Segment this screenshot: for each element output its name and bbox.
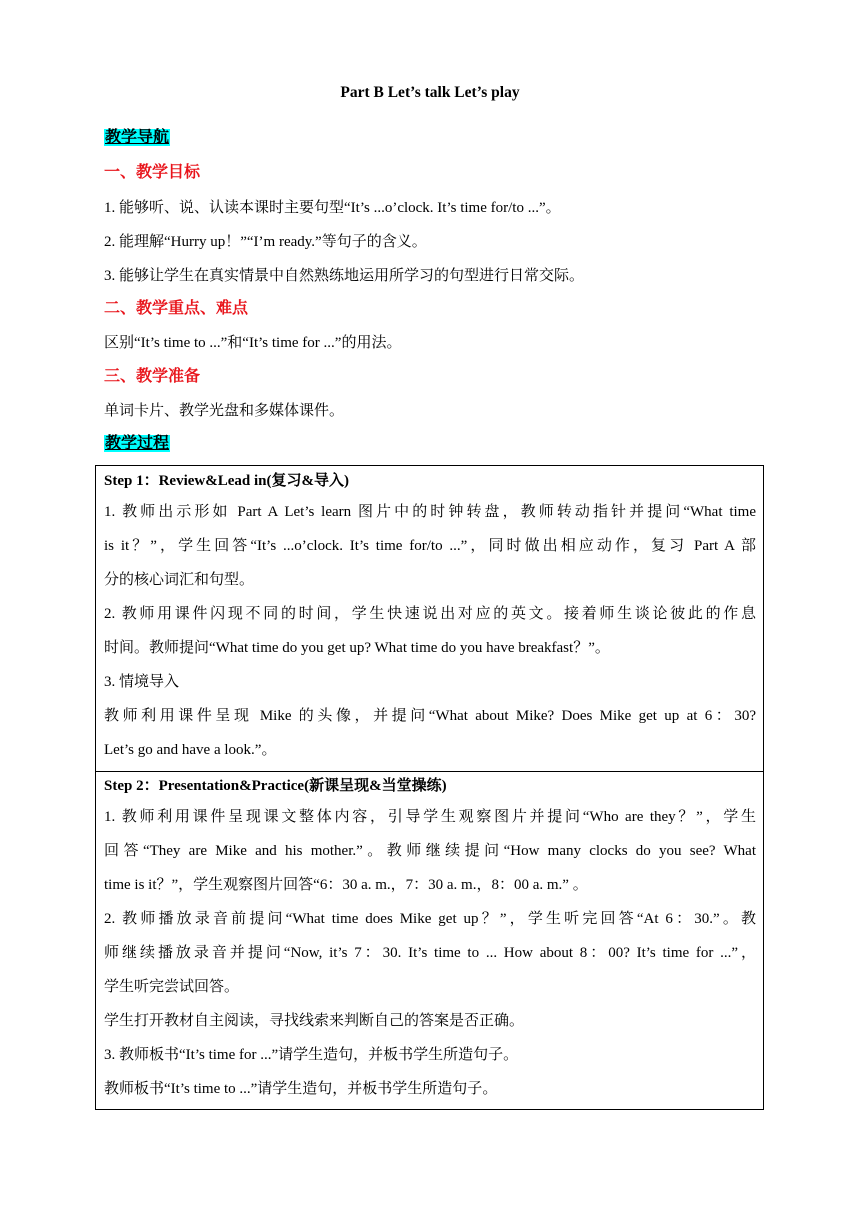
step1-line: Let’s go and have a look.”。 (104, 742, 277, 758)
step2-line: 学生打开教材自主阅读，寻找线索来判断自己的答案是否正确。 (104, 1013, 525, 1029)
step1-line: 3. 情境导入 (104, 674, 180, 690)
goal-item: 3. 能够让学生在真实情景中自然熟练地运用所学习的句型进行日常交际。 (104, 268, 585, 284)
key-points-text: 区别“It’s time to ...”和“It’s time for ...”的用法。 (104, 335, 402, 351)
step1-line: 时间。教师提问“What time do you get up? What time do you have breakfast？”。 (104, 640, 610, 656)
step2-line: 师继续播放录音并提问“Now, it’s 7：30. It’s time to ... How about 8：00? It’s time for ...”， (104, 945, 756, 961)
step1-title: Step 1：Review&Lead in(复习&导入) (104, 473, 349, 489)
step1-line: 2. 教师用课件闪现不同的时间，学生快速说出对应的英文。接着师生谈论彼此的作息 (104, 606, 756, 622)
step1-line: 教师利用课件呈现 Mike 的头像，并提问“What about Mike? Does Mike get up at 6：30? (104, 708, 756, 724)
preparation-heading: 三、教学准备 (104, 368, 201, 385)
step1-line: 1. 教师出示形如 Part A Let’s learn 图片中的时钟转盘，教师转动指针并提问“What time (104, 504, 756, 520)
step2-line: time is it？”，学生观察图片回答“6：30 a. m.，7：30 a. m.，8：00 a. m.” 。 (104, 877, 588, 893)
section-process-heading (104, 433, 764, 455)
process-heading: 教学过程 (105, 435, 170, 452)
step1-line: is it？”，学生回答“It’s ...o’clock. It’s time for/to ...”，同时做出相应动作，复习 Part A 部 (104, 538, 756, 554)
key-points-heading: 二、教学重点、难点 (104, 300, 249, 317)
goal-item: 2. 能理解“Hurry up！”“I’m ready.”等句子的含义。 (104, 234, 427, 250)
nav-heading: 教学导航 (105, 129, 170, 146)
process-table (95, 465, 764, 1110)
step2-line: 2. 教师播放录音前提问“What time does Mike get up？”，学生听完回答“At 6：30.”。教 (104, 911, 756, 927)
step2-line: 3. 教师板书“It’s time for ...”请学生造句，并板书学生所造句子。 (104, 1047, 519, 1063)
step2-cell (104, 772, 756, 1106)
step2-line: 学生听完尝试回答。 (104, 979, 240, 995)
step1-line: 分的核心词汇和句型。 (104, 572, 255, 588)
step2-line: 1. 教师利用课件呈现课文整体内容，引导学生观察图片并提问“Who are they？”，学生 (104, 809, 756, 825)
step2-line: 教师板书“It’s time to ...”请学生造句，并板书学生所造句子。 (104, 1081, 498, 1097)
step2-title: Step 2：Presentation&Practice(新课呈现&当堂操练) (104, 778, 447, 794)
preparation-text: 单词卡片、教学光盘和多媒体课件。 (104, 403, 345, 419)
goals-heading: 一、教学目标 (104, 164, 201, 181)
step1-cell (104, 467, 756, 767)
step2-line: 回答“They are Mike and his mother.”。教师继续提问“How many clocks do you see? What (104, 843, 756, 859)
page-title: Part B Let’s talk Let’s play (340, 84, 520, 101)
goal-item: 1. 能够听、说、认读本课时主要句型“It’s ...o’clock. It’s time for/to ...”。 (104, 200, 561, 216)
section-nav-heading (104, 127, 764, 149)
